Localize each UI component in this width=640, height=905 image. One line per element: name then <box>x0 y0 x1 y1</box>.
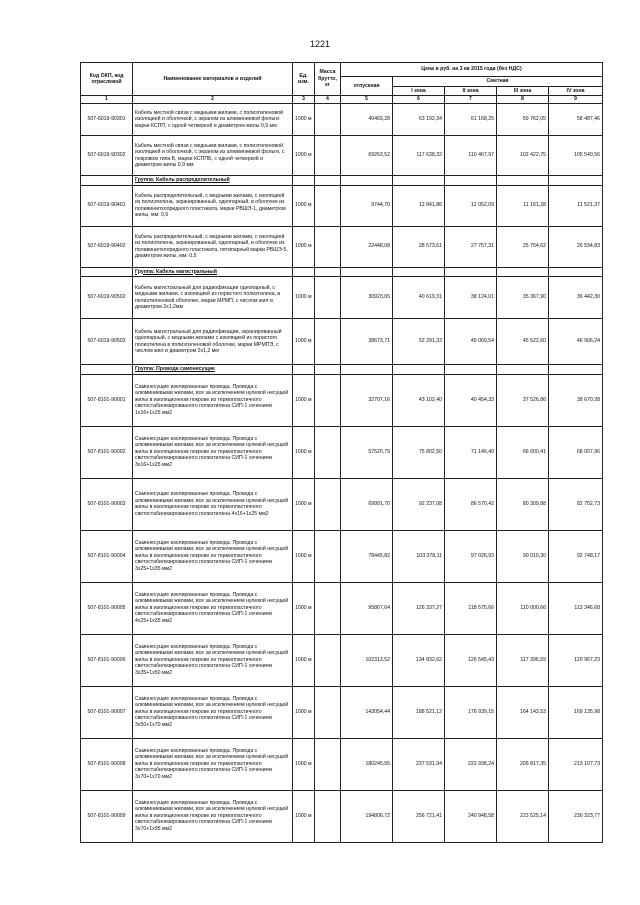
header-mass: Масса брутто, кг <box>315 63 341 96</box>
table-row <box>81 136 603 176</box>
table-row <box>81 686 603 738</box>
table-row <box>81 634 603 686</box>
cell-mass <box>315 226 341 267</box>
cell-zone-4: 58 487,46 <box>549 104 603 136</box>
cell-zone-3: 66 000,41 <box>497 426 549 478</box>
cell-unit: 1000 м <box>293 136 315 176</box>
column-index-row <box>81 96 603 104</box>
cell-name: Кабель местной связи с медными жилами, с полиэтиленовой изоляцией и оболочкой, с экраном из алюминиевой фольги марки КСПП, с одной четверкой и диаметром жилы 0,9 мм <box>133 104 293 136</box>
column-index: 9 <box>549 96 603 104</box>
cell-code: 507-8101-90004 <box>81 530 133 582</box>
group-row <box>81 176 603 186</box>
cell-zone-3: 35 367,90 <box>497 277 549 319</box>
cell-zone-1: 12 841,86 <box>393 185 445 226</box>
cell-name: Кабель местной связи с медными жилами, с полиэтиленовой изоляцией и оболочкой, с экраном из алюминиевой фольги, с покровом типа Б, марки КСППБ, с одной четверкой и диаметром жилы 0,9 мм <box>133 136 293 176</box>
column-index: 4 <box>315 96 341 104</box>
cell-code: 507-8101-90009 <box>81 790 133 842</box>
cell-zone-3: 117 396,59 <box>497 634 549 686</box>
cell-unit: 1000 м <box>293 738 315 790</box>
cell-mass <box>315 136 341 176</box>
cell-zone-3: 37 526,86 <box>497 374 549 426</box>
column-index: 1 <box>81 96 133 104</box>
cell-release: 194806,72 <box>341 790 393 842</box>
cell-release: 69263,52 <box>341 136 393 176</box>
cell-zone-2: 126 545,43 <box>445 634 497 686</box>
cell-zone-4: 92 748,17 <box>549 530 603 582</box>
group-title: Группа: Кабель магистральный <box>133 267 293 277</box>
cell-zone-3: 206 817,35 <box>497 738 549 790</box>
table-row <box>81 530 603 582</box>
cell-zone-3: 110 000,66 <box>497 582 549 634</box>
cell-mass <box>315 686 341 738</box>
header-zone-1: I зона <box>393 86 445 96</box>
cell-release: 180245,55 <box>341 738 393 790</box>
cell-zone-4: 36 442,30 <box>549 277 603 319</box>
cell-name: Самонесущие изолированные провода. Провода с алюминиевыми жилами, все за исключением нулевой несущей жилы в изоляционном покрове из термопластичного светостабилизированного полиэтилена 4х16+1х25 мм2 <box>133 478 293 530</box>
cell-zone-1: 52 291,33 <box>393 319 445 365</box>
cell-zone-3: 11 161,28 <box>497 185 549 226</box>
header-release: отпускная <box>341 77 393 96</box>
cell-mass <box>315 478 341 530</box>
header-zone-4: IV зона <box>549 86 603 96</box>
cell-zone-4: 11 521,37 <box>549 185 603 226</box>
cell-release: 30923,65 <box>341 277 393 319</box>
cell-zone-2: 40 454,33 <box>445 374 497 426</box>
table-row <box>81 185 603 226</box>
column-index: 3 <box>293 96 315 104</box>
cell-unit: 1000 м <box>293 104 315 136</box>
header-unit: Ед. изм. <box>293 63 315 96</box>
cell-zone-2: 240 948,58 <box>445 790 497 842</box>
table-row <box>81 277 603 319</box>
cell-zone-4: 26 534,83 <box>549 226 603 267</box>
cell-zone-1: 63 192,34 <box>393 104 445 136</box>
cell-zone-4: 169 135,98 <box>549 686 603 738</box>
cell-mass <box>315 374 341 426</box>
cell-mass <box>315 738 341 790</box>
cell-unit: 1000 м <box>293 319 315 365</box>
cell-unit: 1000 м <box>293 374 315 426</box>
column-index: 5 <box>341 96 393 104</box>
cell-release: 143054,44 <box>341 686 393 738</box>
cell-release: 9744,70 <box>341 185 393 226</box>
cell-zone-2: 86 570,42 <box>445 478 497 530</box>
table-row <box>81 478 603 530</box>
cell-zone-1: 40 619,31 <box>393 277 445 319</box>
cell-name: Кабель распределительный, с медными жилами, с изоляцией из полиэтилена, экранированный, однопарный, в оболочке из поливинилхлоридного пластиката, пятипарный марки РВШЭ-5, диаметром жилы, мм: 0,5 <box>133 226 293 267</box>
cell-unit: 1000 м <box>293 530 315 582</box>
cell-mass <box>315 582 341 634</box>
cell-mass <box>315 790 341 842</box>
cell-code: 507-8101-90006 <box>81 634 133 686</box>
cell-zone-3: 102 422,75 <box>497 136 549 176</box>
header-estimate: Сметная <box>393 77 603 87</box>
cell-name: Кабель распределительный, с медными жилами, с изоляцией из полиэтилена, экранированный, однопарный, в оболочке из поливинилхлоридного пластиката, марки РВШЭ-1, диаметром жилы, мм: 0,5 <box>133 185 293 226</box>
cell-zone-4: 82 752,73 <box>549 478 603 530</box>
cell-name: Самонесущие изолированные провода. Провода с алюминиевыми жилами, все за исключением нулевой несущей жилы в изоляционном покрове из термопластичного светостабилизированного полиэтилена СИП-1 сечением 3х50+1х70 мм2 <box>133 686 293 738</box>
cell-unit: 1000 м <box>293 686 315 738</box>
header-zone-2: II зона <box>445 86 497 96</box>
cell-zone-4: 38 670,28 <box>549 374 603 426</box>
cell-name: Самонесущие изолированные провода. Провода с алюминиевыми жилами, все за исключением нулевой несущей жилы в изоляционном покрове из термопластичного светостабилизированного полиэтилена СИП-1 сечением 4х25+1х35 мм2 <box>133 582 293 634</box>
cell-zone-3: 80 309,88 <box>497 478 549 530</box>
cell-zone-4: 113 346,68 <box>549 582 603 634</box>
cell-code: 507-6019-90301 <box>81 104 133 136</box>
cell-release: 69991,70 <box>341 478 393 530</box>
group-title: Группа: Кабель распределительный <box>133 176 293 186</box>
cell-code: 507-8101-90007 <box>81 686 133 738</box>
table-row <box>81 426 603 478</box>
cell-name: Самонесущие изолированные провода. Провода с алюминиевыми жилами, все за исключением нулевой несущей жилы в изоляционном покрове из термопластичного светостабилизированного полиэтилена СИП-1 сечением 3х16+1х25 мм2 <box>133 426 293 478</box>
header-price-title: Цена в руб. на 3 кв 2015 года (без НДС) <box>341 63 603 77</box>
cell-zone-1: 92 237,08 <box>393 478 445 530</box>
cell-mass <box>315 426 341 478</box>
cell-mass <box>315 104 341 136</box>
column-index: 8 <box>497 96 549 104</box>
cell-code: 507-8101-90003 <box>81 478 133 530</box>
cell-mass <box>315 277 341 319</box>
cell-release: 38673,71 <box>341 319 393 365</box>
cell-unit: 1000 м <box>293 185 315 226</box>
cell-zone-3: 223 525,14 <box>497 790 549 842</box>
cell-zone-2: 97 026,93 <box>445 530 497 582</box>
cell-zone-1: 75 802,50 <box>393 426 445 478</box>
cell-release: 40469,28 <box>341 104 393 136</box>
cell-code: 507-6019-90302 <box>81 136 133 176</box>
cell-release: 102313,52 <box>341 634 393 686</box>
group-title: Группа: Провода самонесущие <box>133 365 293 375</box>
cell-name: Кабель магистральный для радиофикации однопарный, с медными жилами, с изоляцией из пористого полиэтилена, в полиэтиленовой оболочке, марки МРМП, с числом жил и диаметром 2х1,2мм <box>133 277 293 319</box>
cell-zone-2: 118 575,66 <box>445 582 497 634</box>
group-row <box>81 267 603 277</box>
cell-zone-2: 222 938,24 <box>445 738 497 790</box>
cell-unit: 1000 м <box>293 790 315 842</box>
cell-zone-4: 120 967,23 <box>549 634 603 686</box>
table-row <box>81 790 603 842</box>
column-index: 7 <box>445 96 497 104</box>
cell-name: Самонесущие изолированные провода. Провода с алюминиевыми жилами, все за исключением нулевой несущей жилы в изоляционном покрове из термопластичного светостабилизированного полиэтилена СИП-1 сечением 1х16+1х25 мм2 <box>133 374 293 426</box>
table-row <box>81 738 603 790</box>
cell-zone-1: 28 573,61 <box>393 226 445 267</box>
cell-zone-4: 105 540,56 <box>549 136 603 176</box>
cell-code: 507-8101-90008 <box>81 738 133 790</box>
table-row <box>81 104 603 136</box>
cell-zone-2: 12 052,09 <box>445 185 497 226</box>
cell-zone-2: 61 168,25 <box>445 104 497 136</box>
cell-zone-2: 110 467,97 <box>445 136 497 176</box>
group-row <box>81 365 603 375</box>
cell-name: Самонесущие изолированные провода. Провода с алюминиевыми жилами, все за исключением нулевой несущей жилы в изоляционном покрове из термопластичного светостабилизированного полиэтилена СИП-1 сечением 3х70+1х70 мм2 <box>133 738 293 790</box>
cell-zone-2: 27 757,31 <box>445 226 497 267</box>
cell-zone-2: 38 124,01 <box>445 277 497 319</box>
header-name: Наименование материалов и изделий <box>133 63 293 96</box>
column-index: 6 <box>393 96 445 104</box>
cell-mass <box>315 319 341 365</box>
header-zone-3: III зона <box>497 86 549 96</box>
cell-code: 507-6019-90503 <box>81 319 133 365</box>
cell-release: 57520,79 <box>341 426 393 478</box>
cell-zone-4: 46 906,24 <box>549 319 603 365</box>
cell-zone-4: 230 323,77 <box>549 790 603 842</box>
price-table <box>80 62 603 843</box>
cell-zone-1: 126 337,27 <box>393 582 445 634</box>
cell-release: 32707,16 <box>341 374 393 426</box>
cell-unit: 1000 м <box>293 277 315 319</box>
header-code: Код ОКП, код отраслевой <box>81 63 133 96</box>
cell-zone-3: 164 143,53 <box>497 686 549 738</box>
cell-zone-1: 188 521,12 <box>393 686 445 738</box>
cell-code: 507-6019-90402 <box>81 226 133 267</box>
column-index: 2 <box>133 96 293 104</box>
cell-code: 507-6019-90502 <box>81 277 133 319</box>
cell-mass <box>315 530 341 582</box>
cell-zone-1: 134 832,62 <box>393 634 445 686</box>
cell-zone-1: 256 721,41 <box>393 790 445 842</box>
cell-zone-4: 213 107,73 <box>549 738 603 790</box>
cell-zone-1: 103 378,11 <box>393 530 445 582</box>
table-row <box>81 319 603 365</box>
cell-unit: 1000 м <box>293 426 315 478</box>
cell-release: 95867,64 <box>341 582 393 634</box>
cell-zone-3: 45 522,60 <box>497 319 549 365</box>
cell-name: Кабель магистральный для радиофикации, экранированный однопарный, с медными жилами с изоляцией из пористого полиэтилена в полиэтиленовой оболочке, марки МРМПЭ, с числом жил и диаметром 2х1,2 мм <box>133 319 293 365</box>
cell-name: Самонесущие изолированные провода. Провода с алюминиевыми жилами, все за исключением нулевой несущей жилы в изоляционном покрове из термопластичного светостабилизированного полиэтилена СИП-1 сечением 3х70+1х95 мм2 <box>133 790 293 842</box>
cell-unit: 1000 м <box>293 226 315 267</box>
table-row <box>81 226 603 267</box>
cell-release: 78445,82 <box>341 530 393 582</box>
cell-zone-2: 176 939,15 <box>445 686 497 738</box>
cell-code: 507-8101-90002 <box>81 426 133 478</box>
cell-zone-1: 43 102,40 <box>393 374 445 426</box>
cell-zone-3: 25 754,62 <box>497 226 549 267</box>
cell-name: Самонесущие изолированные провода. Провода с алюминиевыми жилами, все за исключением нулевой несущей жилы в изоляционном покрове из термопластичного светостабилизированного полиэтилена СИП-1 сечением 3х25+1х35 мм2 <box>133 530 293 582</box>
table-row <box>81 582 603 634</box>
cell-zone-1: 237 531,94 <box>393 738 445 790</box>
cell-code: 507-6019-90401 <box>81 185 133 226</box>
cell-zone-4: 68 007,96 <box>549 426 603 478</box>
cell-zone-3: 90 010,30 <box>497 530 549 582</box>
cell-zone-1: 117 638,32 <box>393 136 445 176</box>
cell-mass <box>315 185 341 226</box>
page-number: 1221 <box>309 39 331 49</box>
cell-unit: 1000 м <box>293 478 315 530</box>
cell-zone-3: 59 762,05 <box>497 104 549 136</box>
cell-code: 507-8101-90001 <box>81 374 133 426</box>
cell-zone-2: 49 069,54 <box>445 319 497 365</box>
cell-release: 22448,08 <box>341 226 393 267</box>
cell-mass <box>315 634 341 686</box>
table-row <box>81 374 603 426</box>
cell-zone-2: 71 146,40 <box>445 426 497 478</box>
cell-name: Самонесущие изолированные провода. Провода с алюминиевыми жилами, все за исключением нулевой несущей жилы в изоляционном покрове из термопластичного светостабилизированного полиэтилена СИП-1 сечением 3х35+1х50 мм2 <box>133 634 293 686</box>
cell-unit: 1000 м <box>293 582 315 634</box>
cell-code: 507-8101-90005 <box>81 582 133 634</box>
cell-unit: 1000 м <box>293 634 315 686</box>
